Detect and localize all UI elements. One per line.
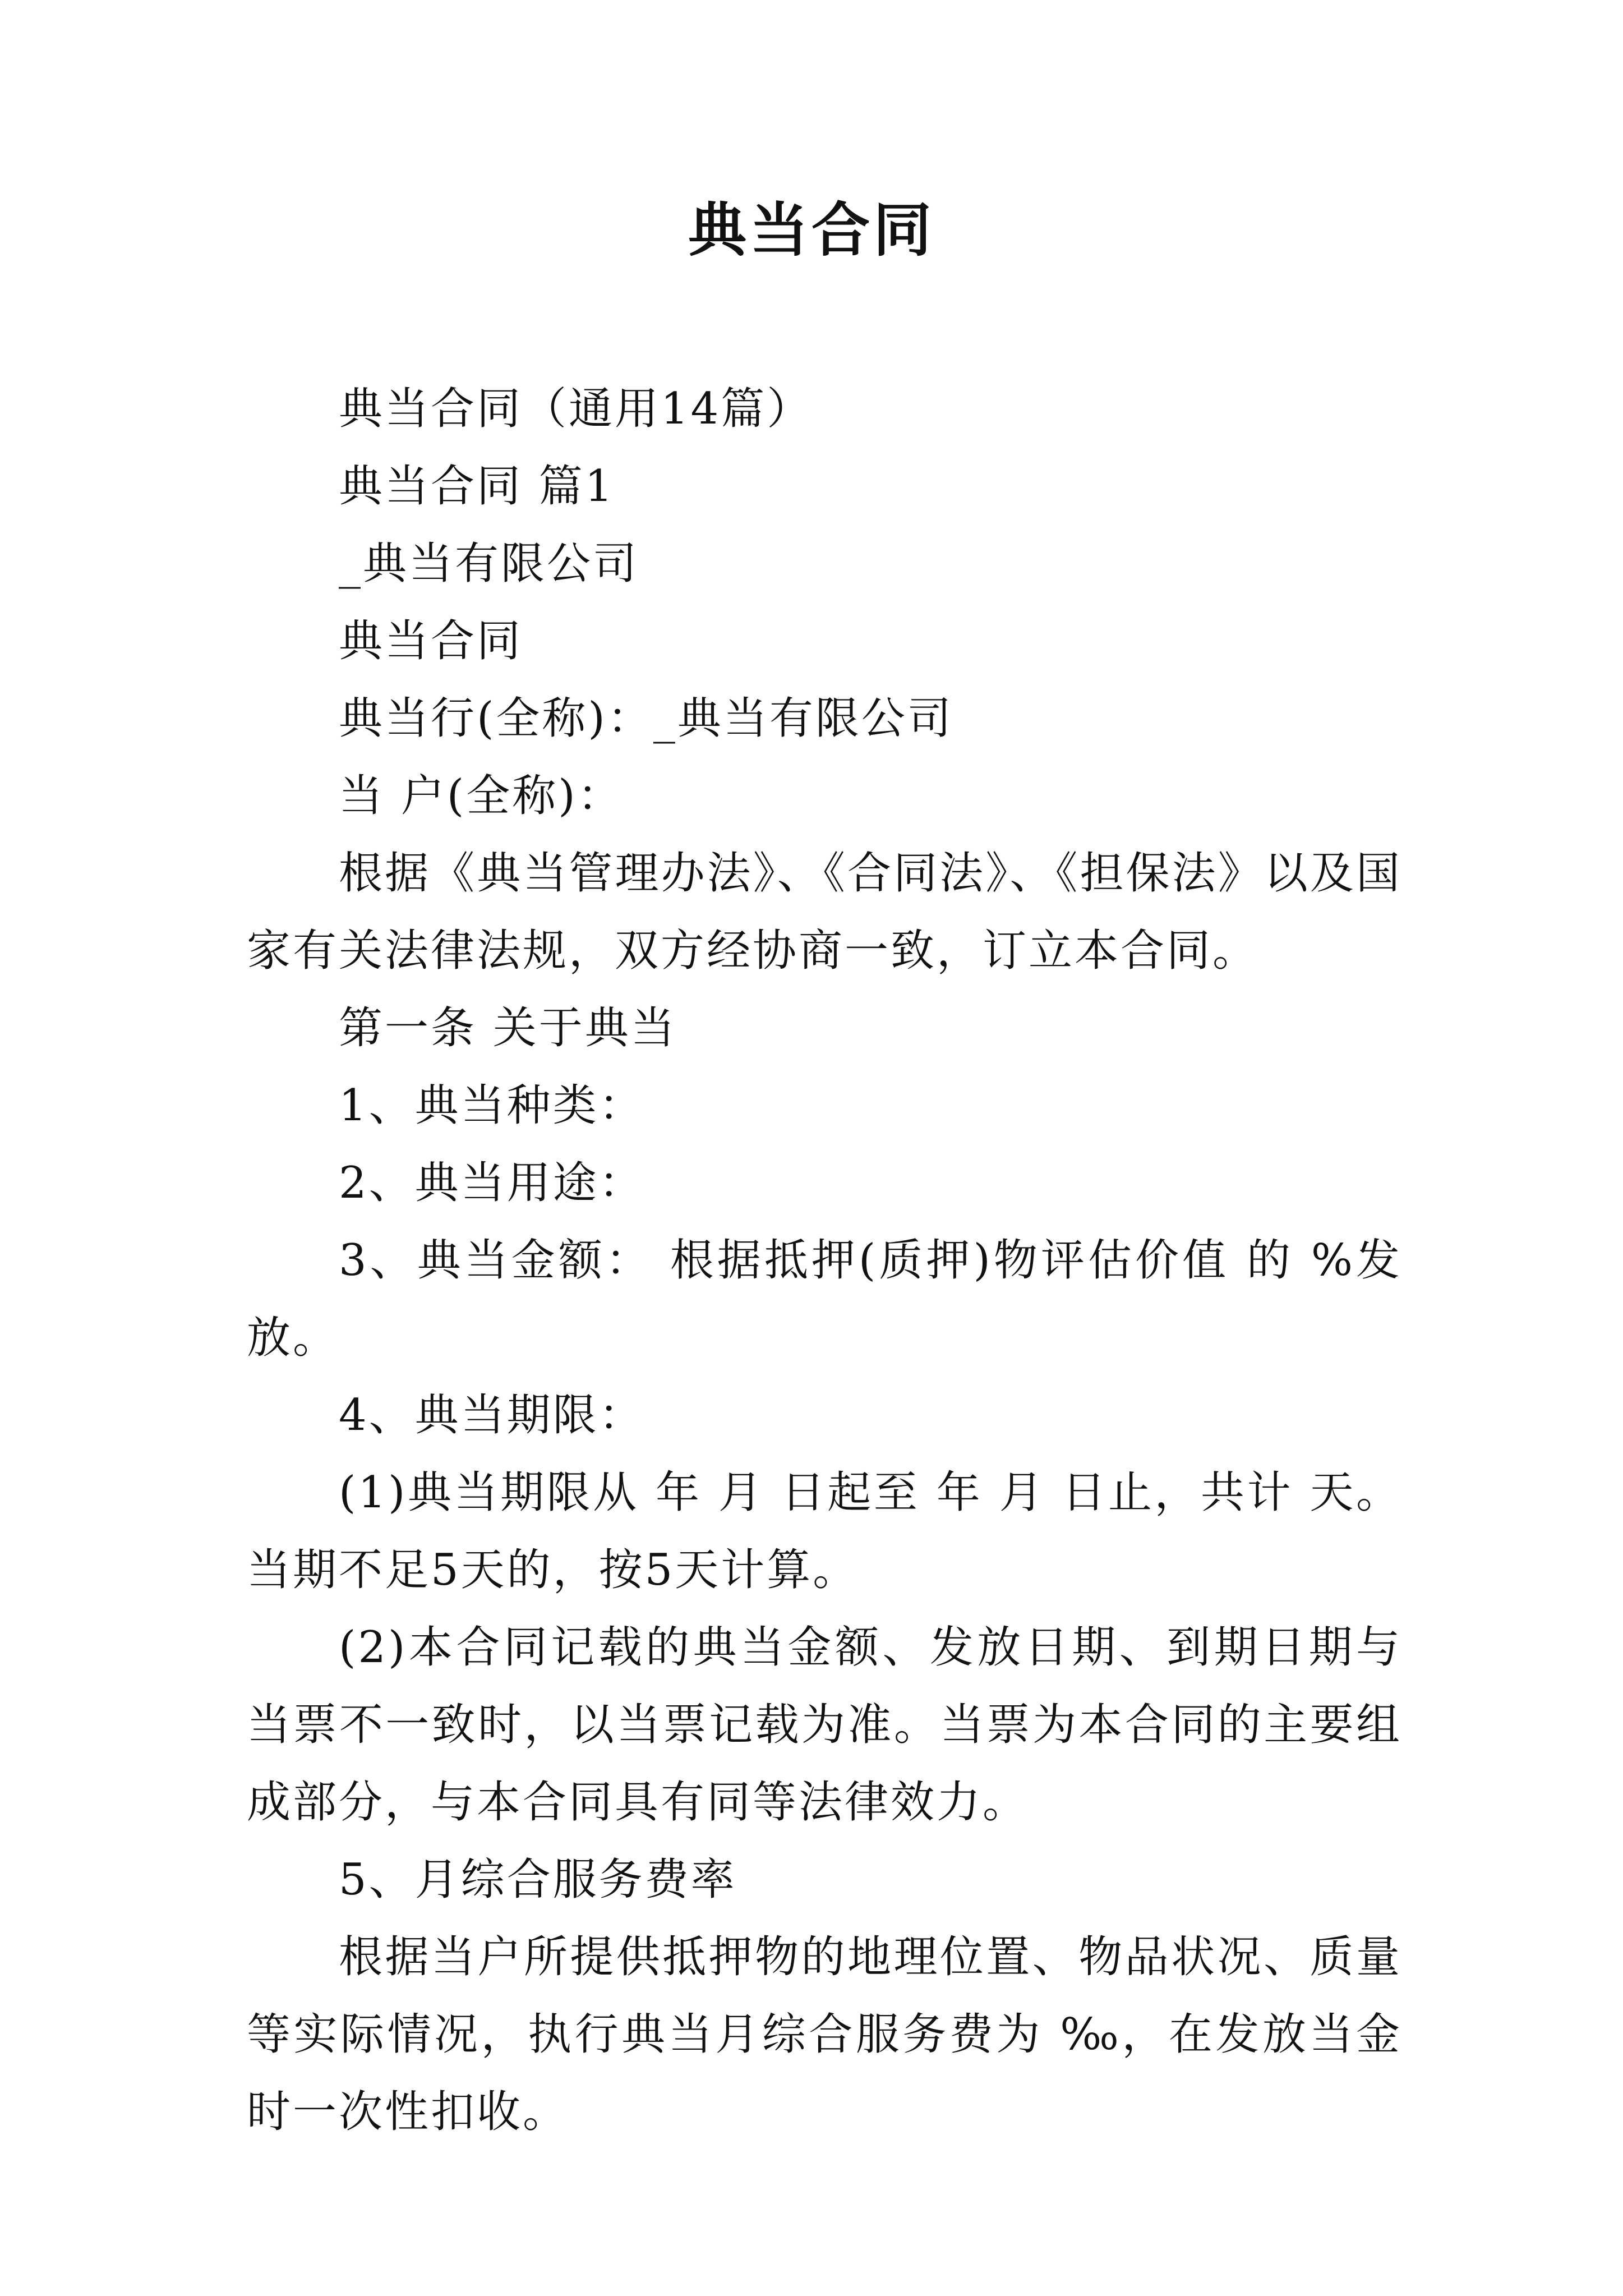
paragraph-pawn-term: 4、典当期限： <box>339 1390 645 1441</box>
paragraph-pawner-party: 当 户(全称)： <box>339 771 624 821</box>
paragraph-pawn-purpose: 2、典当用途： <box>339 1158 645 1208</box>
paragraph-ticket-precedence: (2)本合同记载的典当金额、发放日期、到期日期与当票不一致时，以当票记载为准。当票为本合同的主要组成部分，与本合同具有同等法律效力。 <box>247 1622 1402 1828</box>
paragraph-contract-title: 典当合同 <box>339 616 523 666</box>
paragraph-company-name: _典当有限公司 <box>339 539 639 589</box>
paragraph-service-fee-heading: 5、月综合服务费率 <box>339 1855 737 1905</box>
paragraph-article-1-heading: 第一条 关于典当 <box>339 1003 677 1053</box>
paragraph-heading-collection: 典当合同（通用14篇） <box>339 384 813 434</box>
paragraph-section-1-heading: 典当合同 篇1 <box>339 461 615 512</box>
paragraph-service-fee-detail: 根据当户所提供抵押物的地理位置、物品状况、质量等实际情况，执行典当月综合服务费为 ‰，在发放当金时一次性扣收。 <box>247 1932 1402 2137</box>
paragraph-legal-basis: 根据《典当管理办法》、《合同法》、《担保法》以及国家有关法律法规，双方经协商一致，订立本合同。 <box>247 848 1402 976</box>
paragraph-pawnshop-party: 典当行(全称)：_典当有限公司 <box>339 693 953 744</box>
paragraph-term-period: (1)典当期限从 年 月 日起至 年 月 日止，共计 天。当期不足5天的，按5天计算。 <box>247 1467 1402 1595</box>
document-body <box>247 370 1402 2151</box>
paragraph-pawn-amount: 3、典当金额： 根据抵押(质押)物评估价值 的 %发放。 <box>247 1235 1402 1363</box>
paragraph-pawn-type: 1、典当种类： <box>339 1080 645 1131</box>
document-title: 典当合同 <box>688 195 935 264</box>
